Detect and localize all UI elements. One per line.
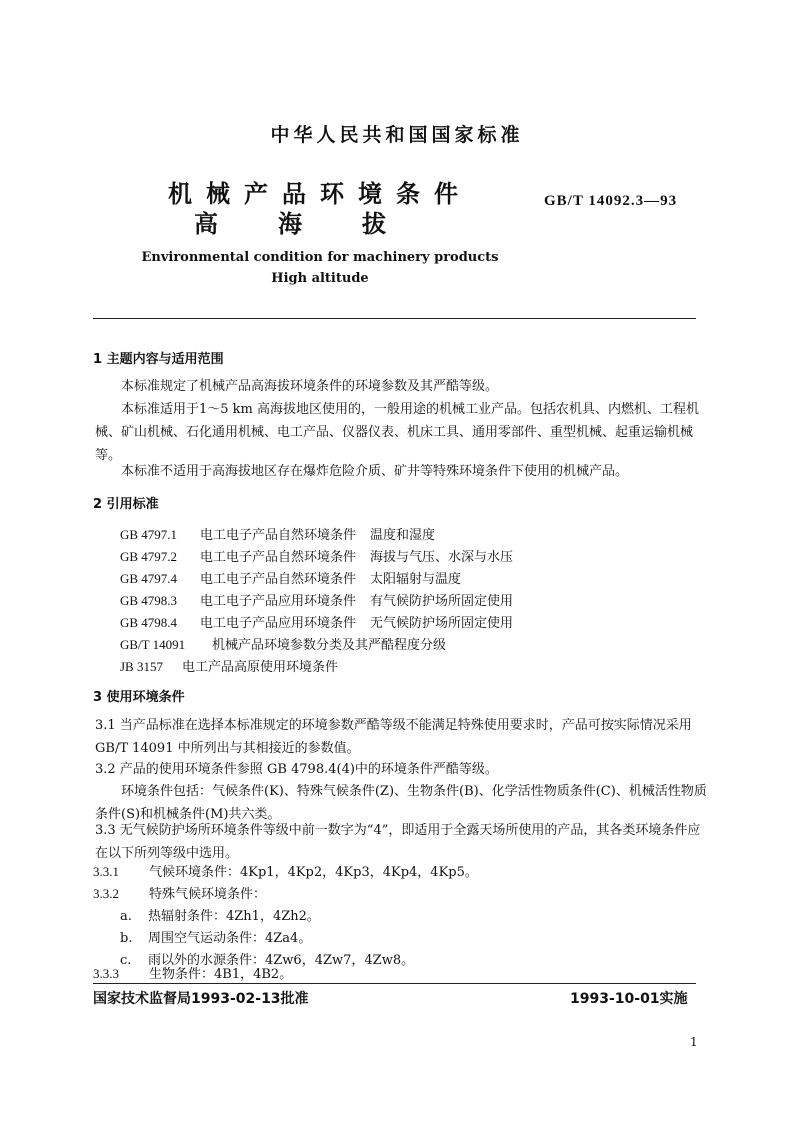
item-text: 周围空气运动条件：4Za4。: [148, 931, 312, 946]
reference-row: [120, 524, 435, 543]
approval-date: 国家技术监督局1993-02-13批准: [93, 991, 309, 1007]
english-title-line1: Environmental condition for machinery products: [141, 250, 499, 265]
reference-code: GB 4798.4: [120, 615, 178, 630]
reference-name: 电工电子产品自然环境条件: [200, 550, 357, 565]
clause-3-2: 3.2 产品的使用环境条件参照 GB 4798.4(4)中的环境条件严酷等级。: [95, 762, 498, 777]
clause-3-2-detail: 环境条件包括：气候条件(K)、特殊气候条件(Z)、生物条件(B)、化学活性物质条件(C)、机械活性物质条件(S)和机械条件(M)共六类。: [95, 784, 707, 822]
header-divider: [93, 318, 696, 319]
footer-divider: [93, 983, 696, 984]
reference-code: GB 4797.4: [120, 571, 178, 586]
standard-code: GB/T 14092.3—93: [544, 193, 678, 209]
reference-subtitle: 太阳辐射与温度: [370, 572, 462, 587]
reference-subtitle: 无气候防护场所固定使用: [370, 616, 514, 631]
clause-3-3-3: [93, 963, 292, 982]
clause-3-3-2: [93, 883, 266, 902]
section2-heading: 2 引用标准: [93, 497, 159, 512]
clause-text: 生物条件：4B1，4B2。: [149, 967, 293, 982]
document-title-line2: 高海拔: [194, 209, 446, 238]
page-number: 1: [690, 1035, 698, 1049]
clause-number: 3.3.1: [93, 864, 119, 879]
reference-name: 机械产品环境参数分类及其严酷程度分级: [212, 638, 447, 653]
reference-name: 电工产品高原使用环境条件: [182, 660, 339, 675]
reference-row: [120, 590, 513, 609]
implementation-date: 1993-10-01实施: [570, 991, 688, 1007]
item-text: 热辐射条件：4Zh1，4Zh2。: [148, 909, 320, 924]
item-label: b.: [120, 931, 133, 946]
clause-text: 特殊气候环境条件：: [149, 887, 267, 902]
item-label: a.: [120, 909, 132, 924]
clause-3-3: 3.3 无气候防护场所环境条件等级中前一数字为“4”，即适用于全露天场所使用的产品，其各类环境条件应在以下所列等级中选用。: [95, 823, 701, 861]
reference-name: 电工电子产品自然环境条件: [200, 528, 357, 543]
reference-row: [120, 568, 461, 587]
reference-subtitle: 海拔与气压、水深与水压: [370, 550, 514, 565]
list-item: [120, 905, 320, 924]
section1-paragraph: 本标准规定了机械产品高海拔环境条件的环境参数及其严酷等级。: [121, 379, 499, 394]
reference-name: 电工电子产品应用环境条件: [200, 594, 357, 609]
clause-3-3-1: [93, 861, 478, 880]
section3-heading: 3 使用环境条件: [93, 690, 185, 705]
reference-name: 电工电子产品应用环境条件: [200, 616, 357, 631]
item-label: c.: [120, 953, 132, 968]
reference-code: JB 3157: [120, 659, 163, 674]
clause-text: 气候环境条件：4Kp1，4Kp2，4Kp3，4Kp4，4Kp5。: [149, 865, 478, 880]
reference-row: [120, 612, 513, 631]
clause-number: 3.3.3: [93, 966, 119, 981]
clause-number: 3.3.2: [93, 886, 119, 901]
reference-code: GB 4798.3: [120, 593, 178, 608]
reference-code: GB 4797.2: [120, 549, 178, 564]
list-item: [120, 927, 311, 946]
clause-3-1: 3.1 当产品标准在选择本标准规定的环境参数严酷等级不能满足特殊使用要求时，产品可按实际情况采用 GB/T 14091 中所列出与其相接近的参数值。: [95, 718, 692, 756]
reference-row: [120, 546, 513, 565]
reference-code: GB 4797.1: [120, 527, 178, 542]
reference-row: [120, 634, 446, 653]
reference-subtitle: 温度和湿度: [370, 528, 436, 543]
standard-org-title: 中华人民共和国国家标准: [270, 124, 524, 146]
reference-subtitle: 有气候防护场所固定使用: [370, 594, 514, 609]
section1-paragraph: 本标准适用于1～5 km 高海拔地区使用的，一般用途的机械工业产品。包括农机具、内燃机、工程机械、矿山机械、石化通用机械、电工产品、仪器仪表、机床工具、通用零部件、重型机械、起重运输机械等。: [95, 402, 700, 463]
english-title-line2: High altitude: [271, 271, 369, 286]
section1-paragraph: 本标准不适用于高海拔地区存在爆炸危险介质、矿井等特殊环境条件下使用的机械产品。: [121, 464, 629, 479]
reference-name: 电工电子产品自然环境条件: [200, 572, 357, 587]
reference-code: GB/T 14091: [120, 637, 186, 652]
item-text: 雨以外的水源条件：4Zw6，4Zw7，4Zw8。: [148, 953, 415, 968]
document-title-line1: 机械产品环境条件: [168, 179, 472, 208]
reference-row: [120, 656, 338, 675]
section1-heading: 1 主题内容与适用范围: [93, 352, 224, 367]
